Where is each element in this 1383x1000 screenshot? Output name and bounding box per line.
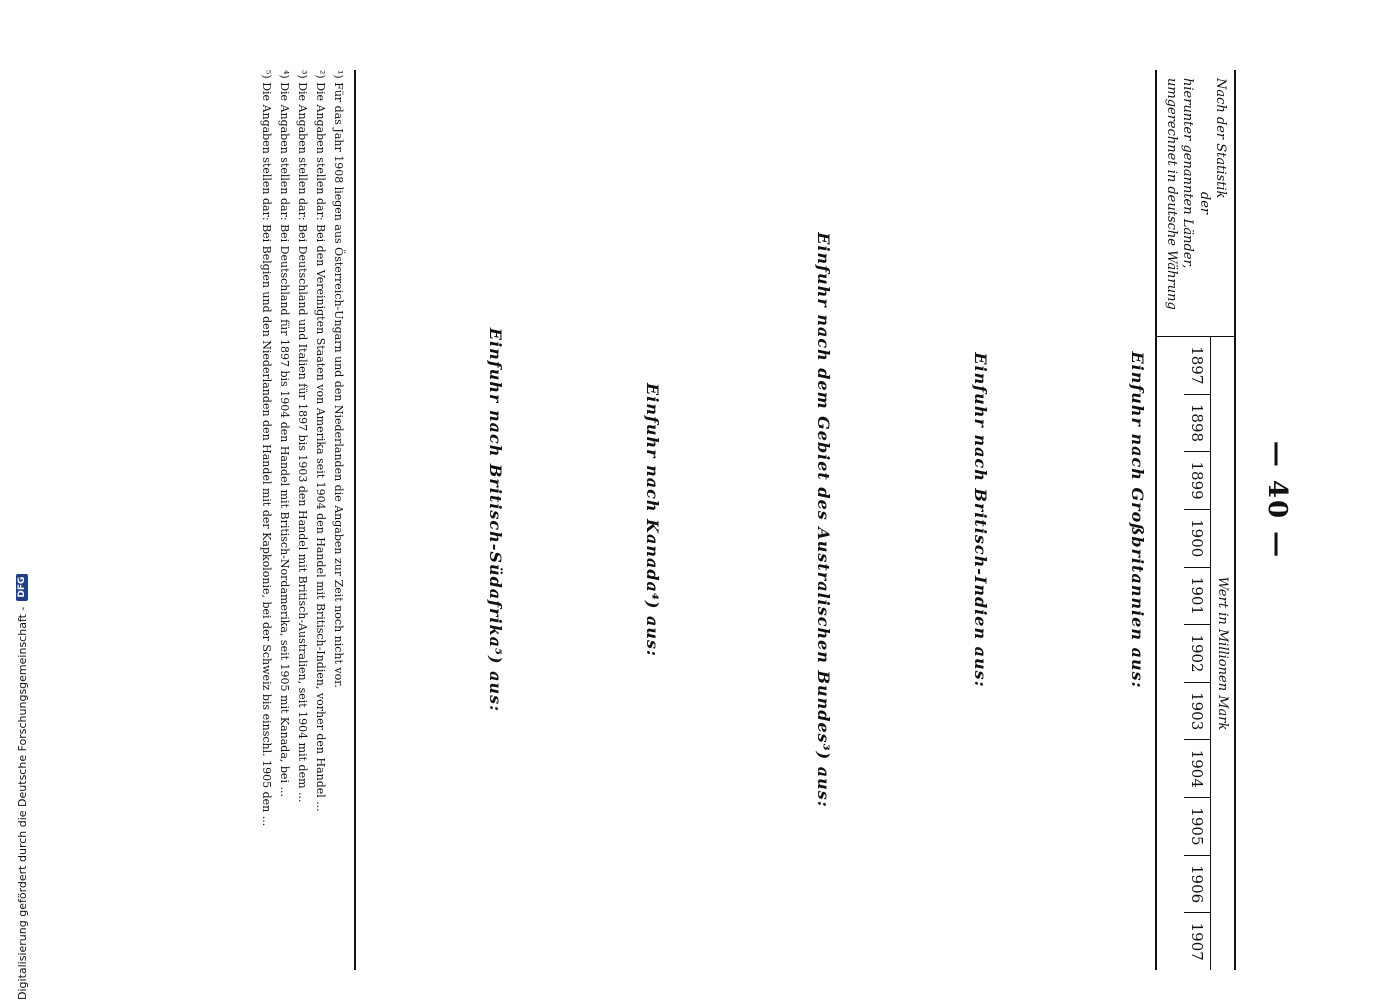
section-australia bbox=[670, 70, 841, 970]
section-rows bbox=[1002, 70, 1128, 970]
year-header: 1906 bbox=[1184, 855, 1210, 913]
section-great-britain bbox=[998, 70, 1155, 970]
year-header-row bbox=[1184, 337, 1210, 970]
year-header: 1905 bbox=[1184, 797, 1210, 855]
section-rows bbox=[517, 70, 643, 970]
footnotes bbox=[256, 70, 346, 970]
footnote: ²) Die Angaben stellen dar: Bei den Vereinigten Staaten von Amerika seit 1904 den Handel mit Britisch-Indien, vorher den Handel ... bbox=[314, 70, 328, 812]
section-title: Einfuhr nach Großbritannien aus: bbox=[1128, 351, 1147, 689]
year-header: 1907 bbox=[1184, 912, 1210, 970]
section-canada bbox=[513, 70, 670, 970]
section-south-africa bbox=[356, 70, 513, 970]
header-stub-line: Nach der Statistik bbox=[1213, 78, 1228, 199]
unit-label: Wert in Millionen Mark bbox=[1210, 337, 1234, 970]
year-header: 1899 bbox=[1184, 451, 1210, 509]
year-header: 1904 bbox=[1184, 739, 1210, 797]
section-title: Einfuhr nach Britisch-Indien aus: bbox=[971, 352, 990, 688]
header-stub bbox=[1157, 70, 1234, 337]
header-stub-line: hierunter genannten Länder, bbox=[1180, 78, 1196, 269]
year-header: 1900 bbox=[1184, 509, 1210, 567]
footnote: ¹) Für das Jahr 1908 liegen aus Österreich-Ungarn und den Niederlanden die Angaben zur Zeit noch nicht vor. bbox=[332, 70, 345, 688]
section-title: Einfuhr nach Britisch-Südafrika⁵) aus: bbox=[486, 327, 505, 713]
year-header: 1902 bbox=[1184, 624, 1210, 682]
year-header: 1903 bbox=[1184, 682, 1210, 740]
section-rows bbox=[845, 70, 971, 970]
footnote: ⁵) Die Angaben stellen dar: Bei Belgien und den Niederlanden den Handel mit der Kapkolonie, bei der Schweiz bis einschl. 1905 den ... bbox=[260, 70, 274, 827]
year-header: 1901 bbox=[1184, 567, 1210, 625]
section-rows bbox=[674, 70, 814, 970]
section-title: Einfuhr nach dem Gebiet des Australischen Bundes³) aus: bbox=[814, 232, 833, 808]
digitization-credit bbox=[14, 0, 30, 1000]
header-stub-line: umgerechnet in deutsche Währung bbox=[1164, 78, 1180, 310]
table-header bbox=[1155, 70, 1234, 970]
header-stub-line: der bbox=[1196, 191, 1212, 215]
statistics-table bbox=[354, 70, 1236, 970]
section-title: Einfuhr nach Kanada⁴) aus: bbox=[643, 383, 662, 657]
section-rows bbox=[360, 70, 486, 970]
year-header: 1897 bbox=[1188, 346, 1206, 385]
year-header: 1898 bbox=[1184, 394, 1210, 452]
credit-text: Digitalisierung gefördert durch die Deutsche Forschungsgemeinschaft - bbox=[15, 606, 29, 1000]
dfg-logo: DFG bbox=[16, 574, 28, 601]
rotated-page bbox=[76, 0, 1306, 1000]
page-number: — 40 — bbox=[1262, 440, 1292, 560]
footnote: ⁴) Die Angaben stellen dar: Bei Deutschland für 1897 bis 1904 den Handel mit Britisch-Nordamerika, seit 1905 mit Kanada, bei ... bbox=[278, 70, 292, 797]
section-british-india bbox=[841, 70, 998, 970]
footnote: ³) Die Angaben stellen dar: Bei Deutschland und Italien für 1897 bis 1903 den Handel mit Britisch-Australien, seit 1904 mit dem ... bbox=[296, 70, 310, 803]
